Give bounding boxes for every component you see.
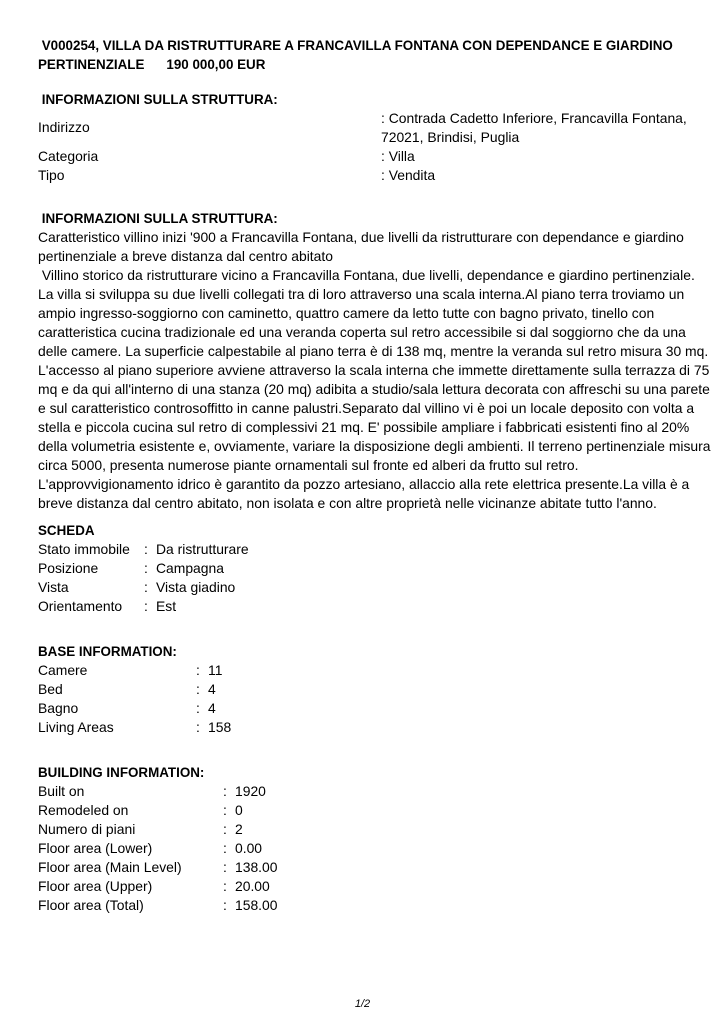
building-info-separator: : (223, 802, 227, 818)
page-number: 1/2 (354, 998, 371, 1010)
base-info-value: 4 (208, 700, 216, 716)
base-info-row (38, 699, 231, 718)
base-info-row (38, 718, 231, 737)
building-info-separator: : (223, 897, 227, 913)
description-line: della volumetria esistente e, ovviamente, variare la disposizione degli ambienti. Il terreno pertinenziale misura (38, 438, 711, 454)
scheda-row (38, 540, 249, 559)
building-info-key: Floor area (Upper) (38, 878, 153, 894)
description-section (38, 209, 711, 513)
building-info-value: 2 (235, 821, 243, 837)
building-info-key: Built on (38, 783, 85, 799)
building-info-separator: : (223, 783, 227, 799)
building-info-value: 20.00 (235, 878, 270, 894)
base-info-key: Bagno (38, 700, 79, 716)
scheda-row (38, 559, 249, 578)
building-info-row (38, 839, 278, 858)
scheda-key: Orientamento (38, 598, 123, 614)
description-body (38, 266, 711, 513)
building-info-table (38, 782, 278, 915)
base-info-row (38, 680, 231, 699)
base-info-heading: BASE INFORMATION: (38, 644, 177, 659)
structure-value: : Villa (381, 148, 415, 164)
building-info-key: Numero di piani (38, 821, 136, 837)
building-info-separator: : (223, 821, 227, 837)
description-line: caratteristica cucina tradizionale ed una veranda coperta sul retro accessibile si dal soggiorno che da una (38, 324, 686, 340)
structure-section (38, 90, 693, 185)
base-info-value: 158 (208, 719, 232, 735)
structure-key: Tipo (38, 167, 65, 183)
description-line: mq e da qui all'interno di una stanza (20 mq) adibita a studio/sala lettura decorata con affreschi su una parete (38, 381, 710, 397)
building-info-value: 0 (235, 802, 243, 818)
base-info-row (38, 661, 231, 680)
scheda-heading: SCHEDA (38, 523, 95, 538)
building-info-section (38, 763, 693, 915)
structure-heading: INFORMAZIONI SULLA STRUTTURA: (38, 92, 278, 107)
base-info-value: 4 (208, 681, 216, 697)
description-intro (38, 228, 693, 266)
building-info-separator: : (223, 878, 227, 894)
description-line: Villino storico da ristrutturare vicino a Francavilla Fontana, due livelli, dependance e giardino pertinenziale. (38, 267, 695, 283)
structure-key: Categoria (38, 148, 99, 164)
scheda-separator: : (144, 598, 148, 614)
structure-value (381, 109, 693, 147)
description-line: circa 5000, presenta numerose piante ornamentali sul fronte ed alberi da frutto sul retro. (38, 457, 579, 473)
base-info-table (38, 661, 231, 737)
base-info-value: 11 (208, 662, 223, 678)
base-info-separator: : (196, 662, 200, 678)
base-info-section (38, 642, 693, 737)
intro-line: pertinenziale a breve distanza dal centro abitato (38, 248, 333, 264)
description-heading: INFORMAZIONI SULLA STRUTTURA: (38, 211, 278, 226)
base-info-key: Living Areas (38, 719, 114, 735)
title-line-2 (38, 55, 693, 74)
structure-row-categoria (38, 147, 693, 166)
description-line: e sul caratteristico controsoffitto in canne palustri.Separato dal villino vi è poi un locale deposito con volta a (38, 400, 695, 416)
building-info-value: 0.00 (235, 840, 263, 856)
address-line-2: 72021, Brindisi, Puglia (381, 129, 520, 145)
scheda-key: Vista (38, 579, 69, 595)
building-info-row (38, 877, 278, 896)
structure-row-indirizzo (38, 109, 693, 147)
building-info-heading: BUILDING INFORMATION: (38, 765, 205, 780)
base-info-key: Bed (38, 681, 63, 697)
structure-key: Indirizzo (38, 119, 90, 135)
building-info-row (38, 858, 278, 877)
scheda-separator: : (144, 541, 148, 557)
scheda-value: Est (156, 598, 177, 614)
listing-price: 190 000,00 EUR (166, 57, 266, 72)
description-line: La villa si sviluppa su due livelli collegati tra di loro attraverso una scala interna.Al piano terra troviamo un (38, 286, 685, 302)
scheda-row (38, 578, 249, 597)
building-info-row (38, 896, 278, 915)
building-info-value: 158.00 (235, 897, 278, 913)
scheda-value: Da ristrutturare (156, 541, 249, 557)
scheda-separator: : (144, 560, 148, 576)
building-info-row (38, 801, 278, 820)
building-info-key: Floor area (Lower) (38, 840, 153, 856)
scheda-separator: : (144, 579, 148, 595)
listing-title (38, 36, 693, 74)
intro-line: Caratteristico villino inizi '900 a Francavilla Fontana, due livelli da ristrutturare con dependance e giardino (38, 229, 684, 245)
building-info-key: Remodeled on (38, 802, 129, 818)
building-info-key: Floor area (Main Level) (38, 859, 182, 875)
address-line-1: : Contrada Cadetto Inferiore, Francavilla Fontana, (381, 110, 687, 126)
description-line: L'approvvigionamento idrico è garantito da pozzo artesiano, allaccio alla rete elettrica presente.La villa è a (38, 476, 690, 492)
title-line-1: V000254, VILLA DA RISTRUTTURARE A FRANCAVILLA FONTANA CON DEPENDANCE E GIARDINO (38, 38, 673, 53)
scheda-section (38, 521, 693, 616)
base-info-separator: : (196, 719, 200, 735)
structure-row-tipo (38, 166, 693, 185)
scheda-row (38, 597, 249, 616)
building-info-value: 138.00 (235, 859, 278, 875)
building-info-separator: : (223, 859, 227, 875)
building-info-row (38, 782, 278, 801)
building-info-value: 1920 (235, 783, 266, 799)
title-line-2-text: PERTINENZIALE (38, 57, 145, 72)
scheda-table (38, 540, 249, 616)
description-line: stella e piccola cucina sul retro di complessivi 21 mq. E' possibile ampliare i fabbricati esistenti fino al 20% (38, 419, 690, 435)
description-line: ampio ingresso-soggiorno con caminetto, quattro camere da letto tutte con bagno privato, tinello con (38, 305, 655, 321)
scheda-key: Posizione (38, 560, 99, 576)
building-info-key: Floor area (Total) (38, 897, 144, 913)
description-line: L'accesso al piano superiore avviene attraverso la scala interna che immette direttamente sulla terrazza di 75 (38, 362, 710, 378)
scheda-key: Stato immobile (38, 541, 130, 557)
building-info-separator: : (223, 840, 227, 856)
description-line: delle camere. La superficie calpestabile al piano terra è di 138 mq, mentre la veranda sul retro misura 30 mq. (38, 343, 709, 359)
base-info-separator: : (196, 700, 200, 716)
scheda-value: Vista giadino (156, 579, 236, 595)
scheda-value: Campagna (156, 560, 224, 576)
base-info-separator: : (196, 681, 200, 697)
base-info-key: Camere (38, 662, 88, 678)
building-info-row (38, 820, 278, 839)
structure-value: : Vendita (381, 167, 436, 183)
description-line: breve distanza dal centro abitato, non isolata e con altre proprietà nelle vicinanze abitate tutto l'anno. (38, 495, 657, 511)
